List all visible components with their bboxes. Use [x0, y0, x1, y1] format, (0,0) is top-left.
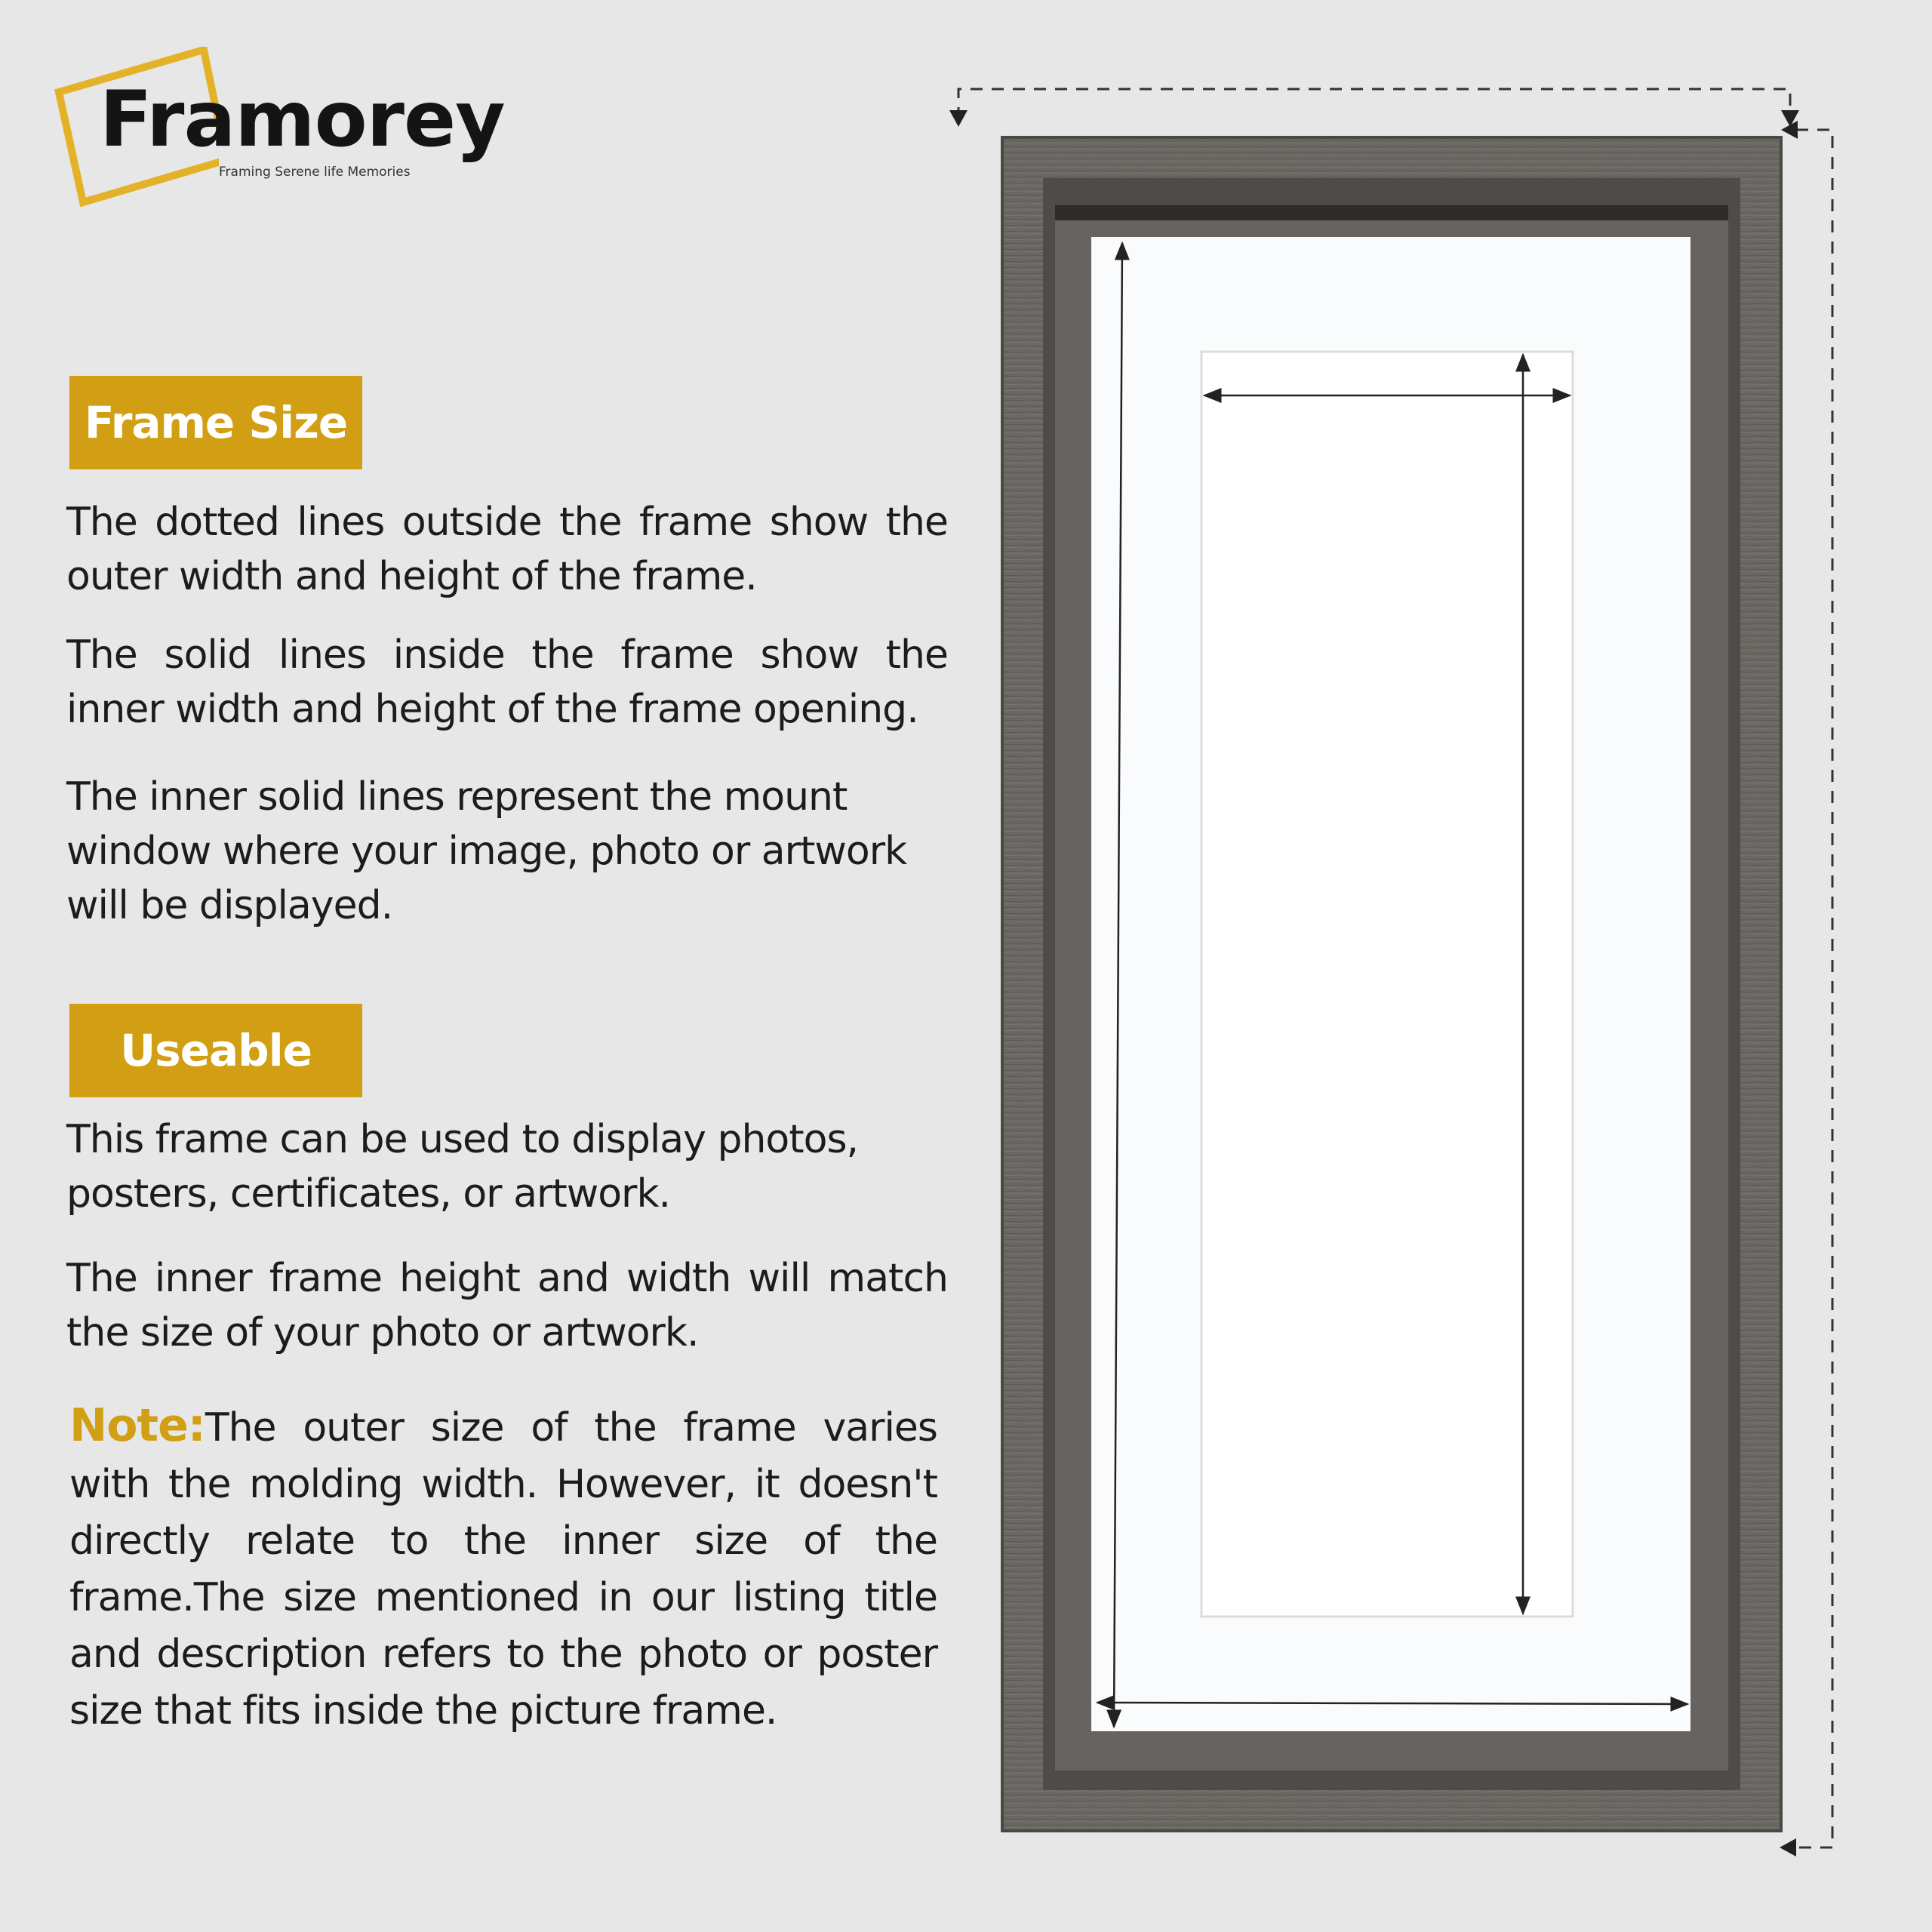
note-text: The outer size of the frame varies with the molding width. However, it doesn't directly relate to the inner size of the frame.The size mentioned in our listing title and description refers to the photo or poster size that fits inside the picture frame. [69, 1405, 937, 1734]
brand-name: Framorey [100, 75, 505, 165]
useable-heading: Useable [69, 1004, 362, 1097]
useable-paragraph-2: The inner frame height and width will match the size of your photo or artwork. [66, 1256, 948, 1355]
note-label: Note: [69, 1399, 205, 1452]
outer-height-arrow-bottom-icon [1780, 1838, 1796, 1857]
mount-window [1201, 352, 1573, 1617]
outer-width-arrow-left-icon [949, 110, 968, 127]
frame-size-heading: Frame Size [69, 376, 362, 469]
brand-tagline: Framing Serene life Memories [219, 165, 411, 180]
frame-size-paragraph-3: The inner solid lines represent the mount window where your image, photo or artwork will be displayed. [66, 774, 907, 928]
frame-size-paragraph-2: The solid lines inside the frame show the inner width and height of the frame opening. [66, 632, 948, 732]
useable-paragraph-1: This frame can be used to display photos, posters, certificates, or artwork. [66, 1117, 859, 1217]
frame-size-paragraph-1: The dotted lines outside the frame show the outer width and height of the frame. [66, 500, 948, 599]
picture-frame [1002, 137, 1781, 1831]
